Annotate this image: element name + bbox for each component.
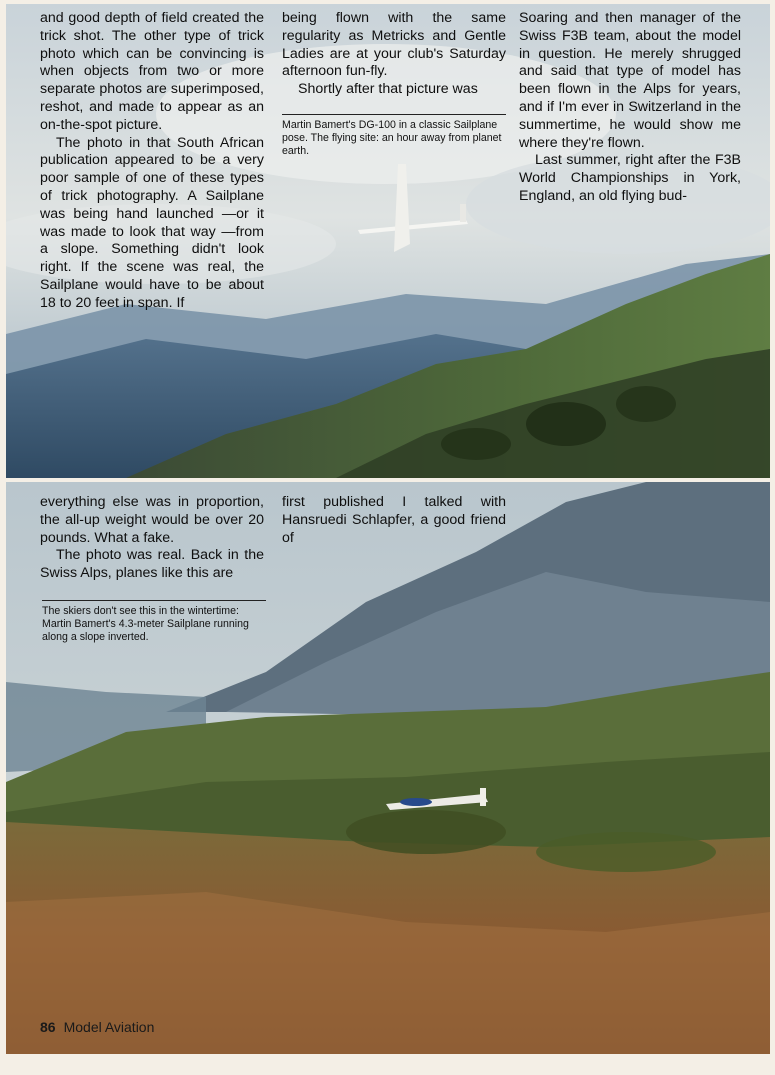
page-footer — [40, 1019, 154, 1035]
publication-name: Model Aviation — [63, 1019, 155, 1035]
page-number: 86 — [40, 1019, 56, 1035]
paragraph: being flown with the same regularity as Metricks and Gentle Ladies are at your club's Saturday afternoon fun-fly. — [282, 10, 506, 80]
paragraph: Last summer, right after the F3B World Championships in York, England, an old flying bud- — [519, 152, 741, 204]
bottom-middle-text-column — [282, 494, 506, 547]
paragraph: The photo was real. Back in the Swiss Alps, planes like this are — [40, 547, 264, 582]
top-photo-caption: Martin Bamert's DG-100 in a classic Sailplane pose. The flying site: an hour away from planet earth. — [282, 114, 506, 158]
paragraph: everything else was in proportion, the all-up weight would be over 20 pounds. What a fake. — [40, 494, 264, 546]
top-middle-text-column — [282, 10, 506, 99]
paragraph: and good depth of field created the trick shot. The other type of trick photo which can be convincing is when objects from two or more separate photos are superimposed, reshot, and made to appear as an on-the-spot picture. — [40, 10, 264, 133]
paragraph: first published I talked with Hansruedi Schlapfer, a good friend of — [282, 494, 506, 546]
paragraph: Soaring and then manager of the Swiss F3B team, about the model in question. He merely shrugged and said that type of model has been flown in the Alps for years, and if I'm ever in Switzerland in the summertime, he would show me where they're flown. — [519, 10, 741, 151]
bottom-left-text-column — [40, 494, 264, 583]
paragraph: The photo in that South African publication appeared to be a very poor sample of one of these types of trick photography. A Sailplane was being hand launched —or it was made to look that way —from a slope. Something didn't look right. If the scene was real, the Sailplane would have to be about 18 to 20 feet in span. If — [40, 134, 264, 311]
paragraph: Shortly after that picture was — [298, 81, 478, 98]
top-right-text-column — [519, 10, 741, 206]
bottom-photo-caption: The skiers don't see this in the wintertime: Martin Bamert's 4.3-meter Sailplane running along a slope inverted. — [42, 600, 266, 644]
top-left-text-column — [40, 10, 264, 313]
